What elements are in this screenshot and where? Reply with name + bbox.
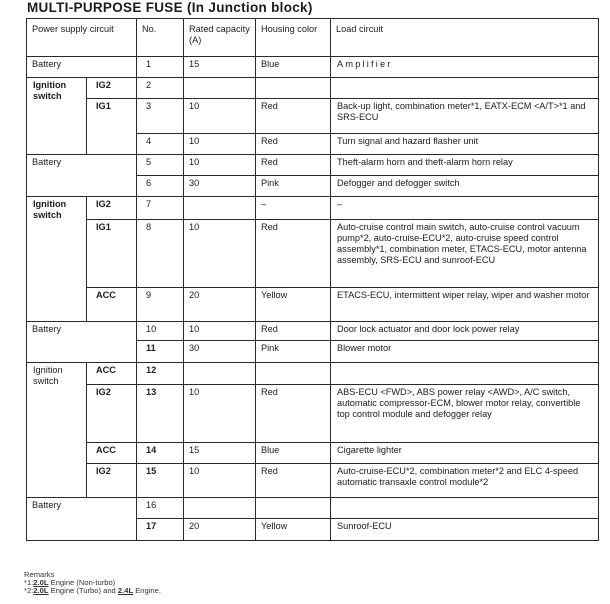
table-row: [27, 385, 599, 443]
fuse-capacity: 15: [184, 443, 256, 464]
fuse-no: 5: [137, 155, 184, 176]
supply-ig2: IG2: [87, 464, 137, 498]
fuse-color: Pink: [256, 176, 331, 197]
fuse-no: 1: [137, 57, 184, 78]
supply-ignition-switch: Ignition switch: [27, 363, 87, 498]
supply-ig2: IG2: [87, 78, 137, 99]
fuse-color: Pink: [256, 341, 331, 363]
load-circuit: Auto-cruise control main switch, auto-cruise control vacuum pump*2, auto-cruise-ECU*2, auto-cruise speed control assembly*1, combination meter, ETACS-ECU, motor antenna assembly, SRS-ECU and sunroof-ECU: [331, 220, 599, 288]
load-circuit: ETACS-ECU, intermittent wiper relay, wiper and washer motor: [331, 288, 599, 322]
fuse-color: Red: [256, 464, 331, 498]
table-row: [27, 155, 599, 176]
fuse-no: 14: [137, 443, 184, 464]
load-circuit: [331, 363, 599, 385]
supply-acc: ACC: [87, 363, 137, 385]
fuse-capacity: 10: [184, 155, 256, 176]
fuse-capacity: 30: [184, 341, 256, 363]
supply-battery: Battery: [27, 57, 137, 78]
fuse-no: 15: [137, 464, 184, 498]
table-row: [27, 363, 599, 385]
load-circuit: Blower motor: [331, 341, 599, 363]
fuse-color: Yellow: [256, 519, 331, 541]
fuse-capacity: 10: [184, 220, 256, 288]
fuse-color: [256, 78, 331, 99]
fuse-capacity: [184, 78, 256, 99]
supply-acc: ACC: [87, 443, 137, 464]
fuse-capacity: 10: [184, 385, 256, 443]
load-circuit: Door lock actuator and door lock power relay: [331, 322, 599, 341]
fuse-no: 8: [137, 220, 184, 288]
fuse-color: Red: [256, 134, 331, 155]
supply-ig2: IG2: [87, 197, 137, 220]
fuse-color: Yellow: [256, 288, 331, 322]
load-circuit: [331, 498, 599, 519]
fuse-capacity: 10: [184, 464, 256, 498]
fuse-color: [256, 363, 331, 385]
supply-battery: Battery: [27, 498, 137, 541]
fuse-capacity: 10: [184, 99, 256, 134]
load-circuit: ABS-ECU <FWD>, ABS power relay <AWD>, A/C switch, automatic compressor-ECM, blower motor relay, convertible top control module and defogger relay: [331, 385, 599, 443]
fuse-color: –: [256, 197, 331, 220]
fuse-color: Blue: [256, 57, 331, 78]
table-row: [27, 197, 599, 220]
supply-ig1: IG1: [87, 220, 137, 288]
table-row: [27, 498, 599, 519]
fuse-color: Red: [256, 385, 331, 443]
supply-battery: Battery: [27, 322, 137, 363]
fuse-no: 7: [137, 197, 184, 220]
fuse-capacity: 10: [184, 134, 256, 155]
header-capacity: Rated capacity (A): [184, 19, 256, 57]
fuse-capacity: 30: [184, 176, 256, 197]
header-supply: Power supply circuit: [27, 19, 137, 57]
fuse-no: 4: [137, 134, 184, 155]
supply-acc: ACC: [87, 288, 137, 322]
fuse-table: [26, 18, 599, 541]
load-circuit: Cigarette lighter: [331, 443, 599, 464]
table-row: [27, 322, 599, 341]
table-row: [27, 99, 599, 134]
fuse-color: Red: [256, 155, 331, 176]
page-title: MULTI-PURPOSE FUSE (In Junction block): [27, 0, 313, 15]
fuse-no: 9: [137, 288, 184, 322]
supply-ignition-switch: Ignition switch: [27, 197, 87, 322]
supply-ig2: IG2: [87, 385, 137, 443]
header-load: Load circuit: [331, 19, 599, 57]
load-circuit: Back-up light, combination meter*1, EATX-ECM <A/T>*1 and SRS-ECU: [331, 99, 599, 134]
fuse-capacity: 20: [184, 519, 256, 541]
fuse-color: Red: [256, 220, 331, 288]
fuse-color: [256, 498, 331, 519]
fuse-no: 16: [137, 498, 184, 519]
load-circuit: Defogger and defogger switch: [331, 176, 599, 197]
fuse-capacity: [184, 363, 256, 385]
load-circuit: Theft-alarm horn and theft-alarm horn relay: [331, 155, 599, 176]
table-row: [27, 443, 599, 464]
fuse-color: Blue: [256, 443, 331, 464]
fuse-color: Red: [256, 99, 331, 134]
remarks-heading: Remarks: [24, 570, 55, 579]
header-row: [27, 19, 599, 57]
fuse-no: 12: [137, 363, 184, 385]
table-row: [27, 288, 599, 322]
fuse-no: 10: [137, 322, 184, 341]
fuse-no: 2: [137, 78, 184, 99]
fuse-no: 17: [137, 519, 184, 541]
fuse-color: Red: [256, 322, 331, 341]
remark-2: *2:2.0L Engine (Turbo) and 2.4L Engine.: [24, 586, 161, 595]
supply-ignition-switch: Ignition switch: [27, 78, 87, 155]
remarks: [24, 571, 161, 595]
header-color: Housing color: [256, 19, 331, 57]
fuse-no: 6: [137, 176, 184, 197]
fuse-no: 3: [137, 99, 184, 134]
load-circuit: Sunroof-ECU: [331, 519, 599, 541]
load-circuit: [331, 78, 599, 99]
fuse-capacity: 10: [184, 322, 256, 341]
fuse-no: 11: [137, 341, 184, 363]
fuse-no: 13: [137, 385, 184, 443]
table-row: [27, 57, 599, 78]
load-circuit: –: [331, 197, 599, 220]
table-row: [27, 78, 599, 99]
fuse-capacity: [184, 197, 256, 220]
remark-1: *1:2.0L Engine (Non-turbo): [24, 578, 116, 587]
fuse-capacity: 20: [184, 288, 256, 322]
supply-battery: Battery: [27, 155, 137, 197]
load-circuit: Amplifier: [331, 57, 599, 78]
fuse-capacity: 15: [184, 57, 256, 78]
load-circuit: Auto-cruise-ECU*2, combination meter*2 and ELC 4-speed automatic transaxle control module*2: [331, 464, 599, 498]
fuse-capacity: [184, 498, 256, 519]
table-row: [27, 464, 599, 498]
supply-ig1: IG1: [87, 99, 137, 155]
header-no: No.: [137, 19, 184, 57]
load-circuit: Turn signal and hazard flasher unit: [331, 134, 599, 155]
table-row: [27, 220, 599, 288]
